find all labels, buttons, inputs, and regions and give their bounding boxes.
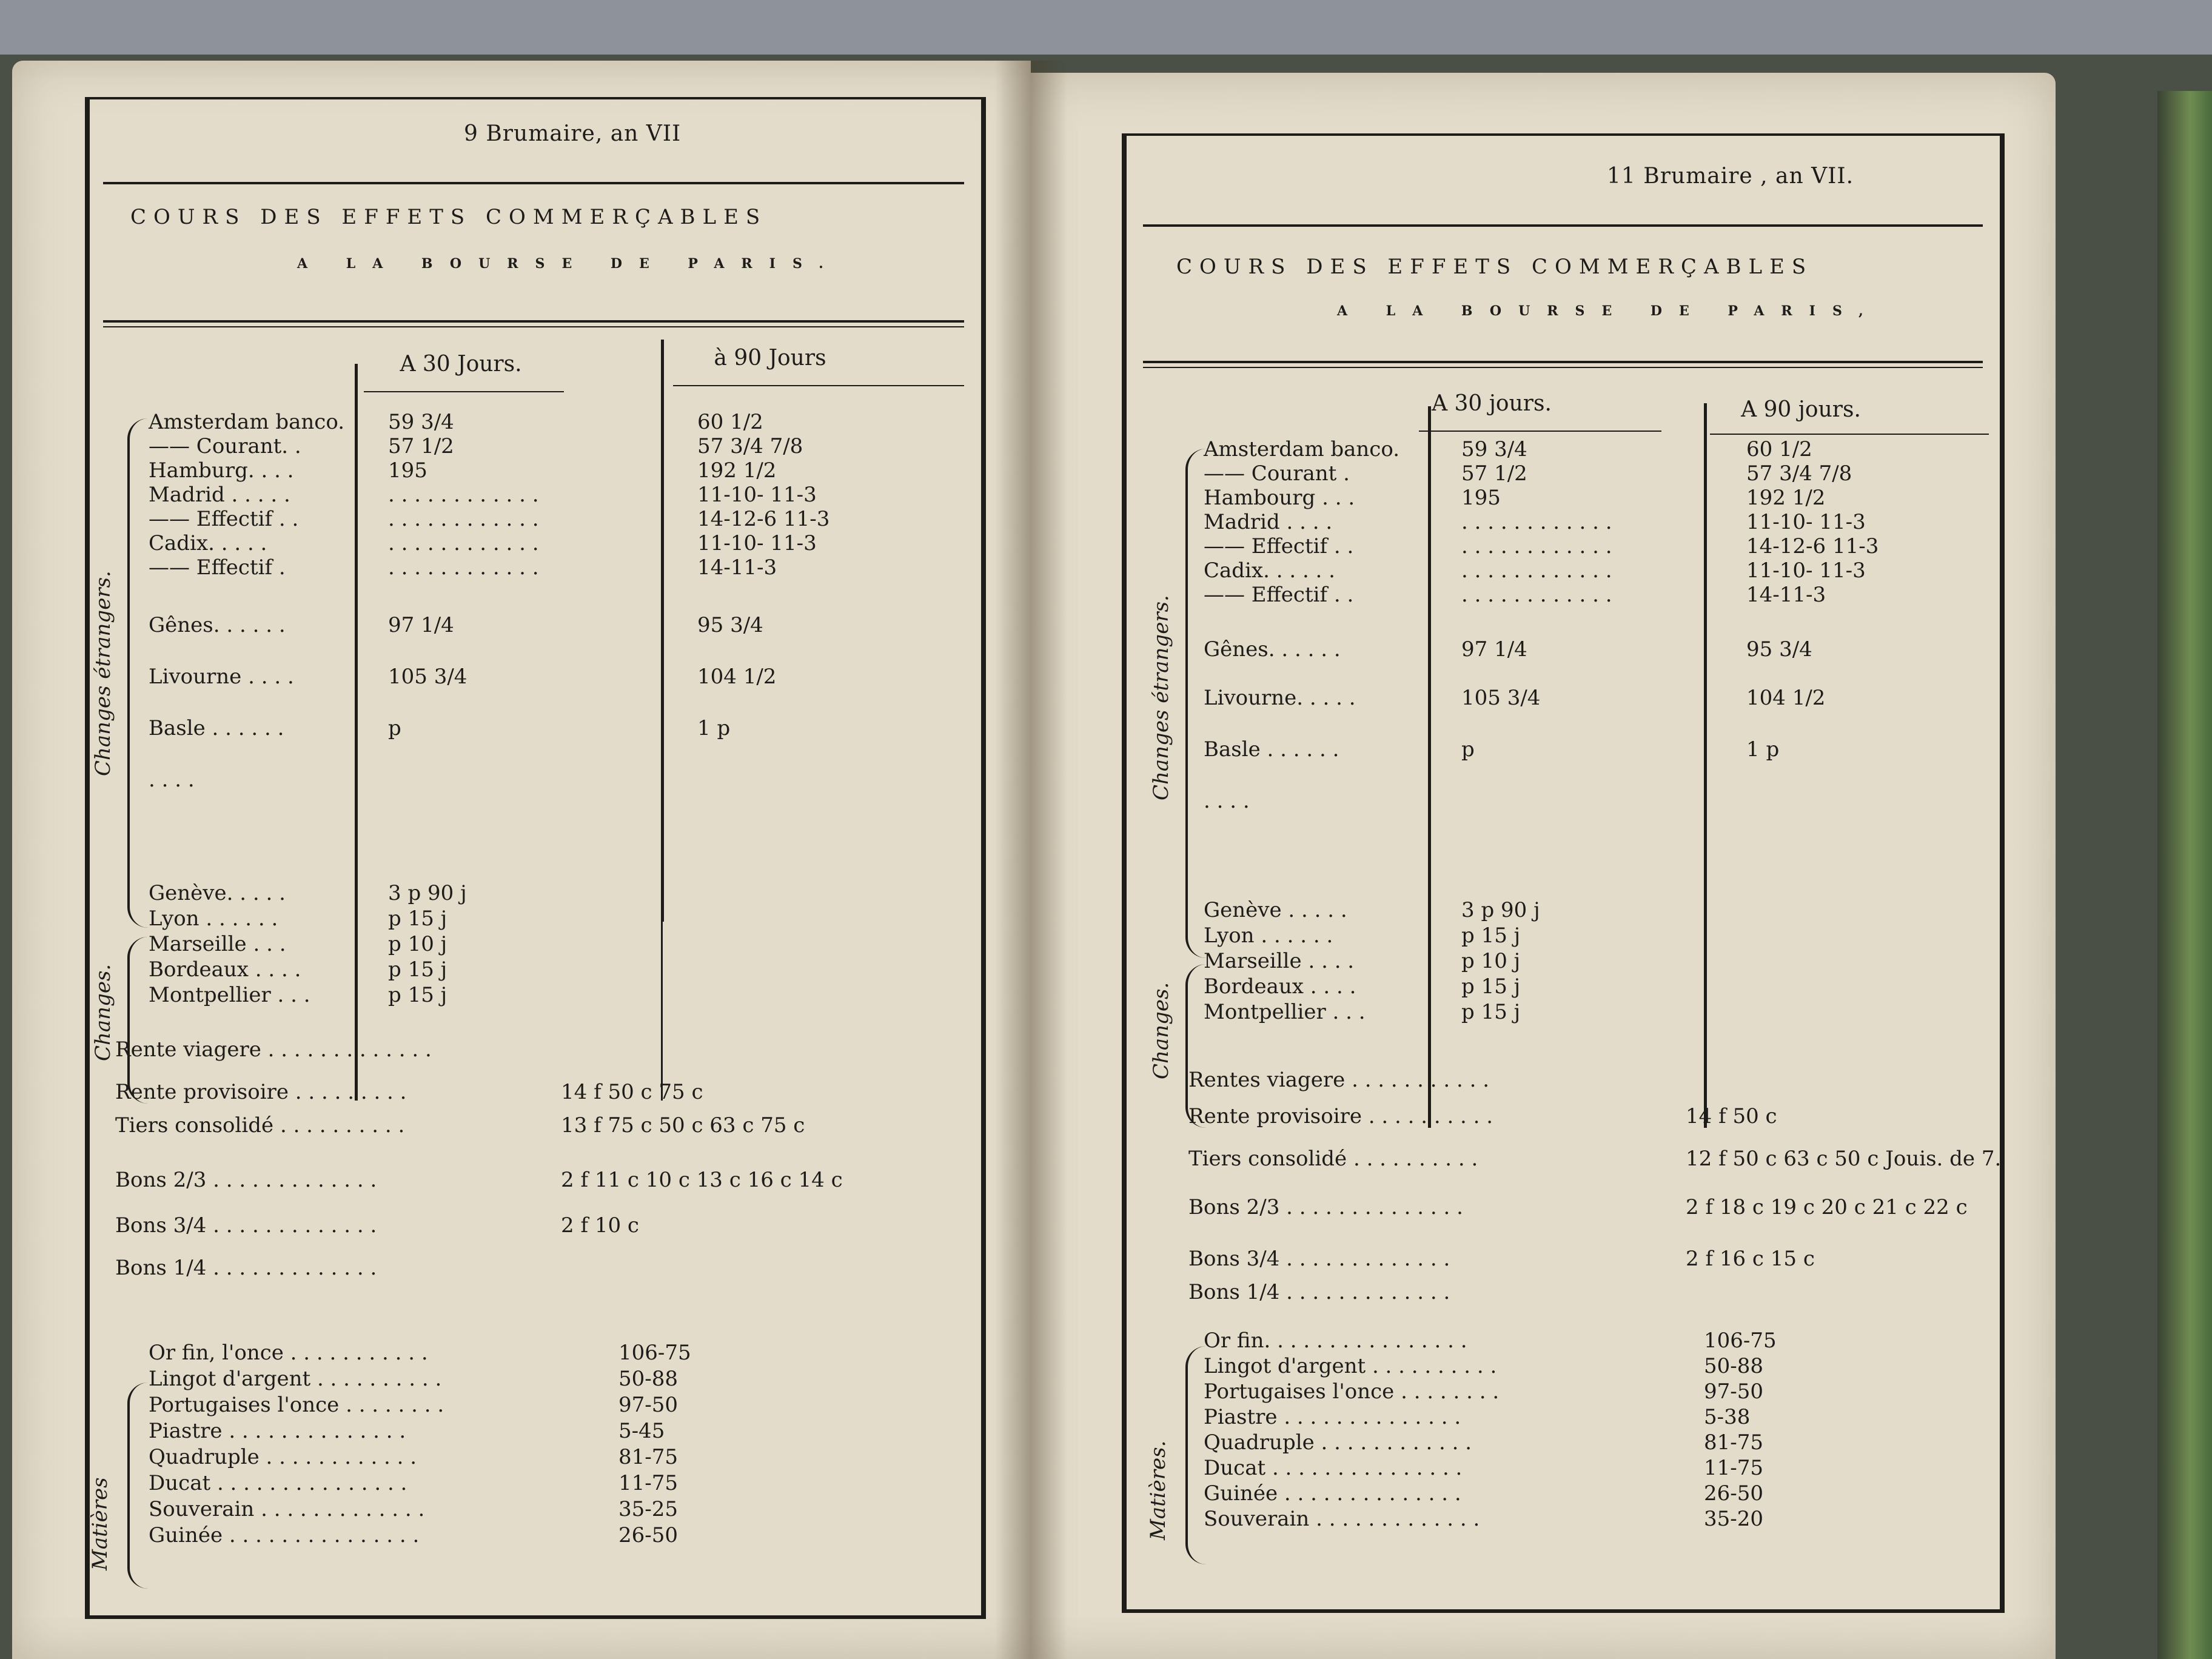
right-page — [1031, 73, 2056, 1659]
changes-etrangers-label: Hambourg . . . — [1204, 486, 1355, 510]
changes-etrangers-label: Cadix. . . . . . — [1204, 558, 1335, 583]
matieres-value: 11-75 — [618, 1471, 679, 1495]
matieres-label: Piastre . . . . . . . . . . . . . . — [149, 1419, 406, 1443]
changes-etrangers-30: . . . . . . . . . . . . — [388, 531, 539, 555]
rentes-value: 2 f 16 c 15 c — [1686, 1247, 1815, 1271]
changes-etrangers-label: Basle . . . . . . — [149, 716, 284, 740]
changes-etrangers-90: 11-10- 11-3 — [1746, 558, 1866, 583]
rentes-label: Bons 1/4 . . . . . . . . . . . . . — [1188, 1280, 1450, 1304]
rentes-label: Bons 2/3 . . . . . . . . . . . . . . — [1188, 1195, 1463, 1219]
matieres-label: Piastre . . . . . . . . . . . . . . — [1204, 1405, 1461, 1429]
changes-etrangers-30: . . . . . . . . . . . . — [388, 555, 539, 580]
changes-etrangers-90: 60 1/2 — [697, 410, 763, 434]
left-section-matieres: Matières — [88, 1477, 112, 1570]
changes-etrangers-label: —— Courant. . — [149, 434, 301, 458]
changes-30: 3 p 90 j — [1461, 898, 1540, 922]
changes-etrangers-30: 105 3/4 — [1461, 686, 1541, 710]
rentes-value: 13 f 75 c 50 c 63 c 75 c — [561, 1113, 805, 1138]
rentes-label: Bons 2/3 . . . . . . . . . . . . . — [115, 1168, 377, 1192]
changes-label: Lyon . . . . . . — [149, 907, 278, 931]
changes-etrangers-90: 1 p — [1746, 737, 1780, 762]
changes-etrangers-90: 11-10- 11-3 — [697, 531, 817, 555]
book-gutter — [994, 61, 1067, 1659]
matieres-label: Ducat . . . . . . . . . . . . . . . — [149, 1471, 407, 1495]
changes-30: p 15 j — [388, 983, 447, 1007]
left-title-rule-thin — [103, 326, 964, 327]
left-brace-changes-etrangers — [127, 418, 148, 928]
matieres-value: 97-50 — [618, 1393, 679, 1417]
right-title-rule — [1143, 361, 1983, 363]
changes-etrangers-90: 104 1/2 — [697, 665, 777, 689]
rentes-label: Bons 1/4 . . . . . . . . . . . . . — [115, 1256, 377, 1280]
changes-etrangers-90: 60 1/2 — [1746, 437, 1812, 461]
changes-label: Bordeaux . . . . — [1204, 974, 1356, 999]
matieres-label: Or fin, l'once . . . . . . . . . . . — [149, 1341, 428, 1365]
rentes-label: Tiers consolidé . . . . . . . . . . — [115, 1113, 405, 1138]
changes-etrangers-label: —— Courant . — [1204, 461, 1350, 486]
matieres-value: 35-25 — [618, 1497, 679, 1521]
rentes-value: 14 f 50 c — [1686, 1104, 1777, 1128]
left-title-rule — [103, 320, 964, 323]
matieres-value: 35-20 — [1704, 1507, 1764, 1531]
changes-etrangers-90: 14-11-3 — [697, 555, 777, 580]
changes-etrangers-label: Amsterdam banco. — [1204, 437, 1400, 461]
matieres-value: 106-75 — [1704, 1329, 1777, 1353]
matieres-label: Quadruple . . . . . . . . . . . . — [1204, 1430, 1472, 1455]
matieres-value: 81-75 — [1704, 1430, 1764, 1455]
left-brace-changes — [127, 937, 148, 1104]
changes-label: Marseille . . . . — [1204, 949, 1355, 973]
changes-etrangers-30: . . . . . . . . . . . . — [388, 507, 539, 531]
right-col-30-header: A 30 jours. — [1432, 391, 1552, 416]
changes-etrangers-label: . . . . — [149, 768, 195, 792]
matieres-value: 5-45 — [618, 1419, 665, 1443]
changes-etrangers-30: 59 3/4 — [388, 410, 454, 434]
changes-etrangers-90: 11-10- 11-3 — [697, 483, 817, 507]
rentes-value: 14 f 50 c 75 c — [561, 1080, 703, 1104]
changes-label: Montpellier . . . — [149, 983, 310, 1007]
changes-etrangers-90: 11-10- 11-3 — [1746, 510, 1866, 534]
changes-etrangers-label: . . . . — [1204, 789, 1250, 813]
rentes-value: 2 f 18 c 19 c 20 c 21 c 22 c — [1686, 1195, 1968, 1219]
rentes-label: Bons 3/4 . . . . . . . . . . . . . — [115, 1213, 377, 1238]
changes-etrangers-label: Gênes. . . . . . — [149, 613, 286, 637]
right-brace-matieres — [1185, 1346, 1206, 1564]
matieres-label: Lingot d'argent . . . . . . . . . . — [1204, 1354, 1497, 1378]
rentes-label: Rente provisoire . . . . . . . . . . — [1188, 1104, 1493, 1128]
left-section-changes: Changes. — [91, 964, 115, 1061]
matieres-label: Lingot d'argent . . . . . . . . . . — [149, 1367, 442, 1391]
left-col-30-header: A 30 Jours. — [400, 352, 522, 377]
changes-etrangers-30: 57 1/2 — [388, 434, 454, 458]
matieres-value: 26-50 — [618, 1523, 679, 1547]
changes-label: Bordeaux . . . . — [149, 957, 301, 982]
matieres-label: Ducat . . . . . . . . . . . . . . . — [1204, 1456, 1463, 1480]
changes-etrangers-30: . . . . . . . . . . . . — [1461, 510, 1612, 534]
changes-etrangers-30: p — [388, 716, 401, 740]
matieres-value: 11-75 — [1704, 1456, 1764, 1480]
right-title-line1: COURS DES EFFETS COMMERÇABLES — [1176, 255, 1814, 279]
changes-label: Marseille . . . — [149, 932, 286, 956]
matieres-value: 50-88 — [618, 1367, 679, 1391]
changes-30: 3 p 90 j — [388, 881, 467, 905]
changes-etrangers-90: 57 3/4 7/8 — [1746, 461, 1852, 486]
right-brace-changes-etrangers — [1185, 449, 1206, 958]
left-divider-1 — [355, 364, 358, 1101]
rentes-label: Rente provisoire . . . . . . . . . — [115, 1080, 407, 1104]
rentes-label: Rentes viagere . . . . . . . . . . . — [1188, 1068, 1490, 1092]
changes-label: Montpellier . . . — [1204, 1000, 1366, 1024]
changes-etrangers-30: 195 — [388, 458, 427, 483]
matieres-label: Guinée . . . . . . . . . . . . . . . — [149, 1523, 420, 1547]
changes-etrangers-label: Gênes. . . . . . — [1204, 637, 1341, 662]
rentes-value: 2 f 11 c 10 c 13 c 16 c 14 c — [561, 1168, 843, 1192]
changes-etrangers-30: 97 1/4 — [1461, 637, 1527, 662]
left-brace-matieres — [127, 1382, 148, 1589]
changes-etrangers-30: 57 1/2 — [1461, 461, 1527, 486]
right-title-line2: A LA BOURSE DE PARIS, — [1337, 303, 1880, 319]
right-divider-1 — [1428, 406, 1431, 1128]
changes-etrangers-90: 95 3/4 — [1746, 637, 1812, 662]
left-title-line2: A LA BOURSE DE PARIS. — [297, 256, 840, 272]
changes-label: Lyon . . . . . . — [1204, 923, 1333, 948]
matieres-value: 50-88 — [1704, 1354, 1764, 1378]
left-page-date: 9 Brumaire, an VII — [464, 121, 682, 146]
right-header-rule — [1143, 224, 1983, 227]
changes-etrangers-label: Madrid . . . . — [1204, 510, 1333, 534]
changes-etrangers-label: —— Effectif . . — [149, 507, 299, 531]
book-edge — [2157, 91, 2212, 1659]
changes-etrangers-30: 97 1/4 — [388, 613, 454, 637]
right-section-matieres: Matières. — [1146, 1440, 1170, 1540]
changes-etrangers-label: Hamburg. . . . — [149, 458, 294, 483]
left-header-rule — [103, 182, 964, 184]
rentes-label: Bons 3/4 . . . . . . . . . . . . . — [1188, 1247, 1450, 1271]
changes-etrangers-label: —— Effectif . . — [1204, 583, 1354, 607]
changes-etrangers-label: Livourne. . . . . — [1204, 686, 1356, 710]
changes-etrangers-90: 1 p — [697, 716, 731, 740]
rentes-value: 2 f 10 c — [561, 1213, 639, 1238]
matieres-value: 106-75 — [618, 1341, 691, 1365]
changes-etrangers-label: —— Effectif . — [149, 555, 286, 580]
matieres-label: Quadruple . . . . . . . . . . . . — [149, 1445, 417, 1469]
rentes-label: Tiers consolidé . . . . . . . . . . — [1188, 1147, 1478, 1171]
right-col-90-header: A 90 jours. — [1741, 397, 1861, 422]
changes-etrangers-90: 192 1/2 — [1746, 486, 1826, 510]
changes-etrangers-30: . . . . . . . . . . . . — [1461, 583, 1612, 607]
right-col-30-rule — [1419, 431, 1661, 432]
matieres-label: Souverain . . . . . . . . . . . . . — [149, 1497, 425, 1521]
changes-etrangers-90: 14-12-6 11-3 — [1746, 534, 1879, 558]
right-section-changes-etrangers: Changes étrangers. — [1149, 595, 1173, 800]
changes-etrangers-label: Madrid . . . . . — [149, 483, 290, 507]
left-divider-2b — [661, 879, 663, 1101]
changes-etrangers-30: . . . . . . . . . . . . — [1461, 534, 1612, 558]
left-col-30-rule — [364, 391, 564, 392]
left-col-90-rule — [673, 385, 964, 386]
changes-etrangers-label: Amsterdam banco. — [149, 410, 345, 434]
changes-etrangers-label: Livourne . . . . — [149, 665, 294, 689]
changes-30: p 10 j — [388, 932, 447, 956]
rentes-label: Rente viagere . . . . . . . . . . . . . — [115, 1037, 432, 1062]
matieres-label: Portugaises l'once . . . . . . . . — [149, 1393, 444, 1417]
left-section-changes-etrangers: Changes étrangers. — [91, 571, 115, 776]
changes-etrangers-90: 57 3/4 7/8 — [697, 434, 803, 458]
right-page-date: 11 Brumaire , an VII. — [1607, 164, 1854, 189]
changes-30: p 15 j — [1461, 1000, 1521, 1024]
changes-etrangers-label: Cadix. . . . . — [149, 531, 267, 555]
right-divider-2 — [1704, 403, 1707, 1128]
matieres-value: 97-50 — [1704, 1379, 1764, 1404]
changes-30: p 15 j — [1461, 923, 1521, 948]
matieres-value: 26-50 — [1704, 1481, 1764, 1506]
right-section-changes: Changes. — [1149, 982, 1173, 1079]
right-title-rule-thin — [1143, 367, 1983, 368]
matieres-label: Guinée . . . . . . . . . . . . . . — [1204, 1481, 1461, 1506]
changes-30: p 10 j — [1461, 949, 1521, 973]
matieres-label: Portugaises l'once . . . . . . . . — [1204, 1379, 1500, 1404]
left-divider-2 — [661, 340, 664, 922]
changes-etrangers-30: p — [1461, 737, 1475, 762]
changes-etrangers-90: 14-12-6 11-3 — [697, 507, 830, 531]
changes-label: Genève . . . . . — [1204, 898, 1347, 922]
changes-label: Genève. . . . . — [149, 881, 286, 905]
changes-etrangers-30: . . . . . . . . . . . . — [1461, 558, 1612, 583]
changes-30: p 15 j — [388, 957, 447, 982]
changes-etrangers-90: 14-11-3 — [1746, 583, 1826, 607]
matieres-value: 5-38 — [1704, 1405, 1751, 1429]
changes-etrangers-90: 95 3/4 — [697, 613, 763, 637]
changes-30: p 15 j — [388, 907, 447, 931]
rentes-value: 12 f 50 c 63 c 50 c Jouis. de 7. — [1686, 1147, 2002, 1171]
changes-etrangers-30: . . . . . . . . . . . . — [388, 483, 539, 507]
changes-etrangers-90: 192 1/2 — [697, 458, 777, 483]
right-col-90-rule — [1710, 434, 1989, 435]
left-col-90-header: à 90 Jours — [714, 346, 826, 370]
changes-etrangers-30: 195 — [1461, 486, 1501, 510]
changes-etrangers-30: 59 3/4 — [1461, 437, 1527, 461]
matieres-value: 81-75 — [618, 1445, 679, 1469]
changes-30: p 15 j — [1461, 974, 1521, 999]
left-title-line1: COURS DES EFFETS COMMERÇABLES — [130, 205, 768, 229]
left-page — [12, 61, 1031, 1659]
matieres-label: Souverain . . . . . . . . . . . . . — [1204, 1507, 1480, 1531]
matieres-label: Or fin. . . . . . . . . . . . . . . . — [1204, 1329, 1467, 1353]
changes-etrangers-90: 104 1/2 — [1746, 686, 1826, 710]
changes-etrangers-label: —— Effectif . . — [1204, 534, 1354, 558]
changes-etrangers-label: Basle . . . . . . — [1204, 737, 1339, 762]
changes-etrangers-30: 105 3/4 — [388, 665, 468, 689]
